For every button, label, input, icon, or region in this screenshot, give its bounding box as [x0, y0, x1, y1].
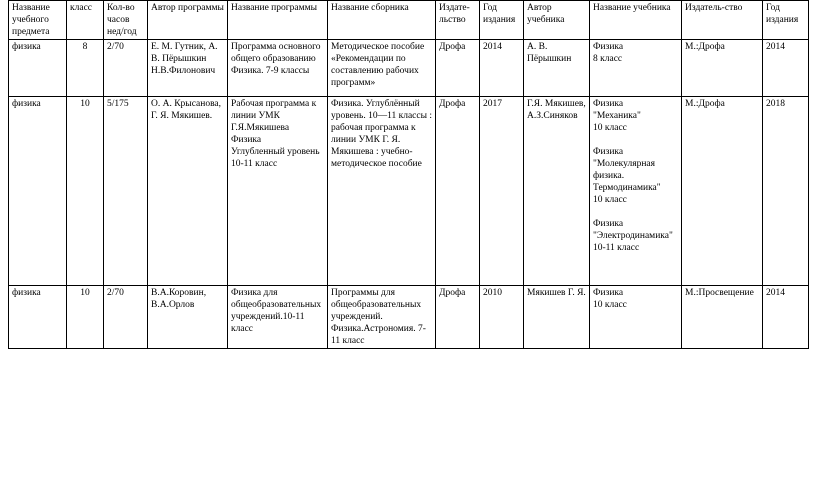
cell-subject: физика: [9, 286, 67, 349]
cell-textbook-name: [590, 97, 682, 286]
table-row: [9, 97, 809, 286]
header-textbook-year: Год издания: [763, 1, 809, 40]
curriculum-table: [8, 0, 809, 349]
cell-hours: 2/70: [104, 286, 148, 349]
textbook-name-line: "Молекулярная физика. Термодинамика": [593, 159, 661, 193]
cell-textbook-publisher: М.:Дрофа: [682, 40, 763, 97]
cell-grade: 8: [67, 40, 104, 97]
program-name-line: Углубленный уровень 10-11 класс: [231, 147, 320, 169]
header-publisher: Издате-льство: [436, 1, 480, 40]
cell-grade: 10: [67, 286, 104, 349]
textbook-name-line: 10 класс: [593, 195, 627, 205]
cell-hours: 2/70: [104, 40, 148, 97]
cell-textbook-year: 2014: [763, 40, 809, 97]
cell-program-author: В.А.Коровин, В.А.Орлов: [148, 286, 228, 349]
cell-grade: 10: [67, 97, 104, 286]
cell-collection-name: Программы для общеобразовательных учреждений. Физика.Астрономия. 7-11 класс: [328, 286, 436, 349]
textbook-name-line: 10 класс: [593, 123, 627, 133]
cell-year: 2010: [480, 286, 524, 349]
cell-year: 2014: [480, 40, 524, 97]
cell-textbook-name: [590, 40, 682, 97]
header-row: [9, 1, 809, 40]
cell-textbook-year: 2014: [763, 286, 809, 349]
textbook-name-line: Физика: [593, 288, 624, 298]
header-textbook-name: Название учебника: [590, 1, 682, 40]
cell-collection-name: Физика. Углублённый уровень. 10—11 классы : рабочая программа к линии УМК Г. Я. Мякишева : учебно-методическое пособие: [328, 97, 436, 286]
cell-textbook-publisher: М.:Дрофа: [682, 97, 763, 286]
cell-publisher: Дрофа: [436, 286, 480, 349]
cell-publisher: Дрофа: [436, 40, 480, 97]
textbook-name-line: Физика: [593, 99, 624, 109]
header-collection-name: Название сборника: [328, 1, 436, 40]
header-subject: Название учебного предмета: [9, 1, 67, 40]
header-year: Год издания: [480, 1, 524, 40]
header-program-author: Автор программы: [148, 1, 228, 40]
textbook-name-line: 10 класс: [593, 300, 627, 310]
line-gap: [593, 206, 678, 218]
header-textbook-author: Автор учебника: [524, 1, 590, 40]
cell-textbook-name: [590, 286, 682, 349]
textbook-name-line: 10-11 класс: [593, 243, 640, 253]
textbook-name-line: Физика: [593, 42, 624, 52]
cell-textbook-author: Г.Я. Мякишев, А.З.Синяков: [524, 97, 590, 286]
cell-program-author: О. А. Крысанова, Г. Я. Мякишев.: [148, 97, 228, 286]
header-grade: класс: [67, 1, 104, 40]
textbook-name-line: Физика: [593, 219, 624, 229]
cell-textbook-author: А. В. Пёрышкин: [524, 40, 590, 97]
cell-textbook-publisher: М.:Просвещение: [682, 286, 763, 349]
textbook-name-line: "Электродинамика": [593, 231, 673, 241]
program-name-line: Физика: [231, 135, 262, 145]
cell-program-author: Е. М. Гутник, А. В. Пёрышкин Н.В.Филонович: [148, 40, 228, 97]
cell-textbook-author: Мякишев Г. Я.: [524, 286, 590, 349]
textbook-name-line: 8 класс: [593, 54, 623, 64]
textbook-name-line: "Механика": [593, 111, 641, 121]
cell-subject: физика: [9, 40, 67, 97]
header-textbook-publisher: Издатель-ство: [682, 1, 763, 40]
cell-hours: 5/175: [104, 97, 148, 286]
table-row: [9, 286, 809, 349]
header-hours: Кол-во часов нед/год: [104, 1, 148, 40]
cell-program-name: Физика для общеобразовательных учреждений.10-11 класс: [228, 286, 328, 349]
textbook-name-line: Физика: [593, 147, 624, 157]
cell-year: 2017: [480, 97, 524, 286]
cell-subject: физика: [9, 97, 67, 286]
cell-program-name: [228, 97, 328, 286]
cell-publisher: Дрофа: [436, 97, 480, 286]
cell-textbook-year: 2018: [763, 97, 809, 286]
line-gap: [593, 134, 678, 146]
cell-collection-name: Методическое пособие «Рекомендации по составлению рабочих программ»: [328, 40, 436, 97]
cell-program-name: Программа основного общего образованию Физика. 7-9 классы: [228, 40, 328, 97]
table-row: [9, 40, 809, 97]
header-program-name: Название программы: [228, 1, 328, 40]
program-name-line: Рабочая программа к линии УМК Г.Я.Мякишева: [231, 99, 317, 133]
